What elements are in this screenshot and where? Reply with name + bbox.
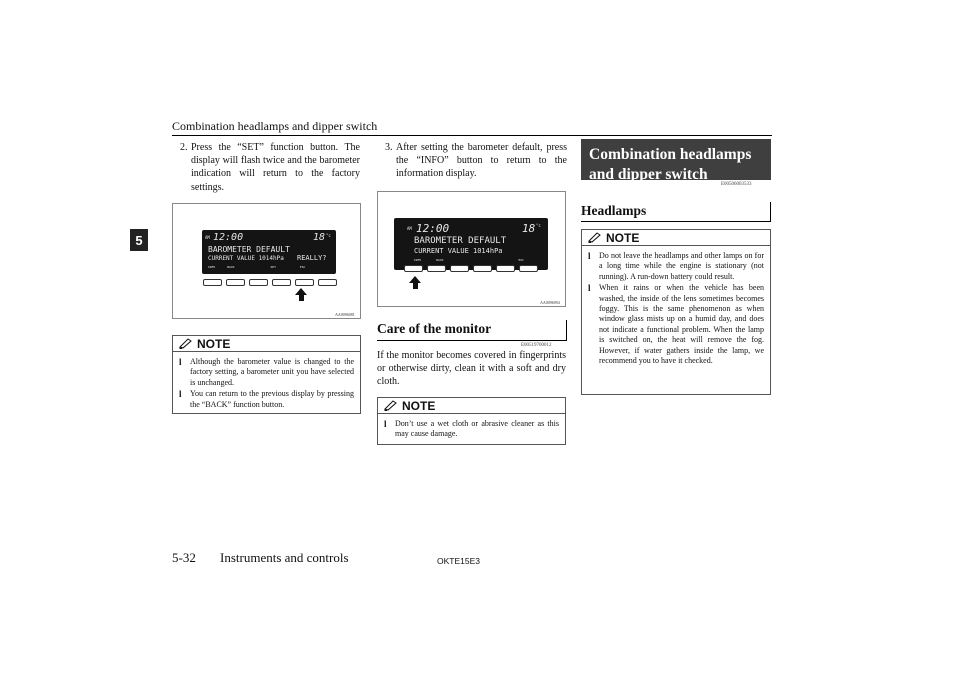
function-button[interactable]: [427, 265, 446, 272]
lcd-line1: BAROMETER DEFAULT: [414, 236, 507, 246]
note-header: [378, 398, 565, 414]
step-number: 2.: [180, 142, 188, 153]
function-button[interactable]: [272, 279, 291, 286]
lcd-deg: °c: [536, 223, 541, 228]
lcd-screen: [202, 230, 336, 274]
function-button[interactable]: [473, 265, 492, 272]
lcd-am: AM: [407, 226, 412, 231]
footer-section-title: Instruments and controls: [220, 550, 349, 565]
func-label: ESC: [299, 265, 306, 269]
function-button-row: [404, 265, 538, 272]
lcd-func-row: [208, 265, 305, 269]
func-label: INFO: [208, 265, 216, 269]
arrow-up-icon: [295, 288, 307, 295]
section-rule: [377, 340, 566, 341]
banner-code: E00506003533: [721, 182, 752, 187]
func-label: SET: [270, 265, 276, 269]
chapter-banner: Combination headlamps and dipper switch: [581, 139, 771, 180]
step-number: 3.: [385, 142, 393, 153]
arrow-stem: [299, 295, 304, 301]
subsection-heading: Headlamps: [581, 203, 647, 218]
section-rule-vertical: [566, 320, 567, 341]
lcd-line2: CURRENT VALUE 1014hPa: [414, 247, 503, 255]
arrow-stem: [413, 283, 418, 289]
display-figure-set: [172, 203, 361, 319]
lcd-screen: [394, 218, 548, 270]
page-number: 5-32: [172, 550, 196, 565]
step-2: [180, 141, 360, 194]
lcd-temp: 18: [522, 222, 536, 235]
lcd-time: 12:00: [213, 232, 244, 243]
function-button[interactable]: [226, 279, 245, 286]
note-bullet: l When it rains or when the vehicle has been washed, the inside of the lens sometimes becomes foggy. This is the same phenomenon as when window glass mists up on a humid day, and does not indicate a functional problem. When the lamp is switched on, the heat will remove the fog. However, if water gathers inside the lamp, we recommend you to have it checked.: [588, 283, 764, 366]
note-bullet: l Do not leave the headlamps and other lamps on for a long time while the engine is stationary (not running). A run-down battery could result.: [588, 251, 764, 281]
note-box-3: [581, 229, 771, 395]
function-button[interactable]: [519, 265, 538, 272]
step-text: After setting the barometer default, press the “INFO” button to return to the information display.: [396, 142, 567, 180]
note-header: [173, 336, 360, 352]
note-pencil-icon: [384, 400, 398, 411]
function-button[interactable]: [450, 265, 469, 272]
note-label: NOTE: [606, 230, 640, 245]
func-label: BACK: [436, 258, 444, 262]
footer-code: OKTE15E3: [437, 556, 480, 566]
func-label: BACK: [227, 265, 235, 269]
note-header: [582, 230, 770, 246]
func-label: INFO: [414, 258, 422, 262]
function-button[interactable]: [318, 279, 337, 286]
section-rule-vertical: [770, 202, 771, 222]
lcd-line1: BAROMETER DEFAULT: [208, 245, 290, 254]
display-figure-info: [377, 191, 566, 307]
figure-id: AA0096094: [540, 300, 560, 305]
note-box-2: [377, 397, 566, 445]
note-bullet: l Although the barometer value is changed to the factory setting, a barometer unit you have selected is unchanged.: [179, 357, 354, 387]
arrow-up-icon: [409, 276, 421, 283]
header-rule: [172, 135, 772, 136]
lcd-func-row: [414, 258, 524, 262]
step-3: [385, 141, 567, 181]
body-paragraph: If the monitor becomes covered in fingerprints or otherwise dirty, clean it with a soft and dry cloth.: [377, 350, 566, 388]
section-heading: Care of the monitor: [377, 321, 492, 336]
chapter-tab: 5: [130, 229, 148, 251]
note-pencil-icon: [588, 232, 602, 243]
lcd-line2: CURRENT VALUE 1014hPa: [208, 255, 284, 262]
function-button[interactable]: [249, 279, 268, 286]
running-head: Combination headlamps and dipper switch: [172, 119, 378, 133]
function-button[interactable]: [496, 265, 515, 272]
note-pencil-icon: [179, 338, 193, 349]
function-button-info[interactable]: [404, 265, 423, 272]
lcd-time: 12:00: [416, 222, 450, 235]
note-bullet: l Don’t use a wet cloth or abrasive cleaner as this may cause damage.: [384, 419, 559, 439]
note-box-1: [172, 335, 361, 414]
func-label: ESC: [518, 258, 524, 262]
note-label: NOTE: [402, 398, 436, 413]
section-code: E00519700012: [521, 343, 552, 348]
function-button-set[interactable]: [295, 279, 314, 286]
function-button[interactable]: [203, 279, 222, 286]
figure-id: AA0096081: [335, 312, 355, 317]
note-bullet: l You can return to the previous display by pressing the “BACK” function button.: [179, 389, 354, 409]
lcd-temp: 18: [313, 232, 326, 243]
lcd-deg: °c: [326, 233, 331, 238]
section-rule: [581, 221, 771, 222]
lcd-am: AM: [205, 235, 210, 240]
function-button-row: [203, 279, 337, 286]
note-label: NOTE: [197, 336, 231, 351]
lcd-really: REALLY?: [297, 254, 327, 262]
step-text: Press the “SET” function button. The display will flash twice and the barometer indication will return to the factory settings.: [191, 142, 360, 193]
